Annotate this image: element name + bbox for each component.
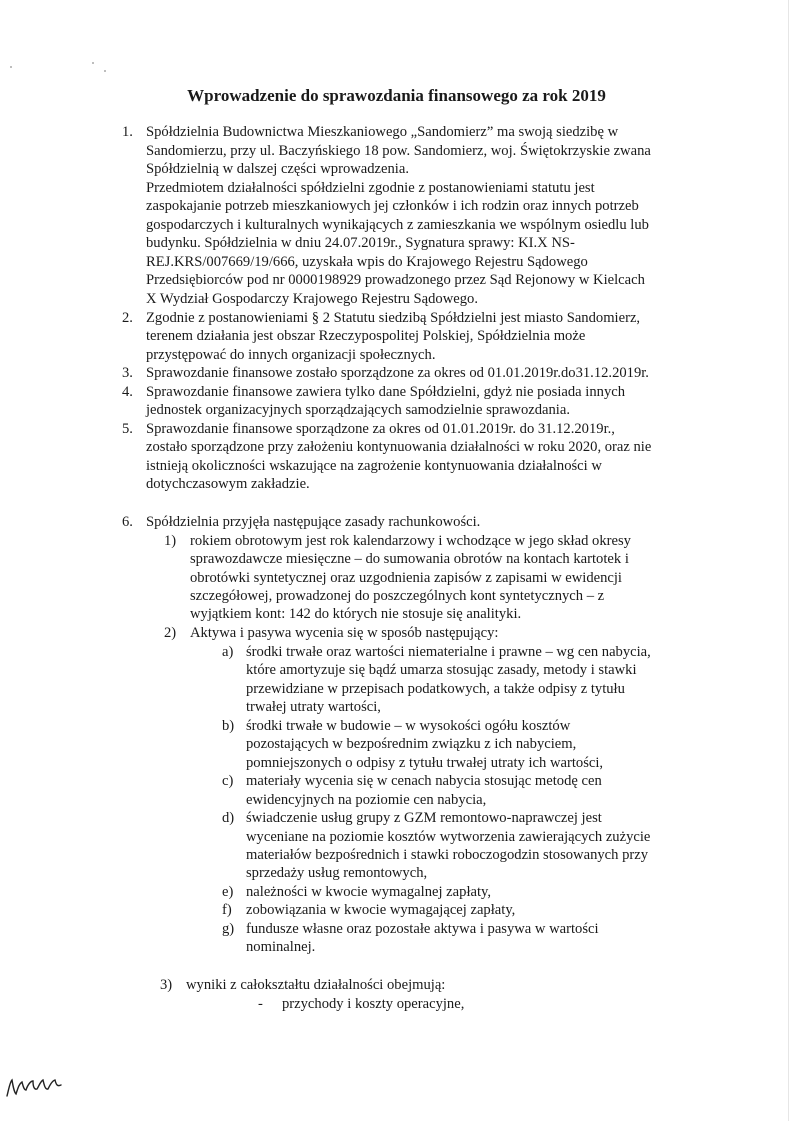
scan-speck: [92, 62, 94, 64]
subitem-1-line: wyjątkiem kont: 142 do których nie stosuje się analityki.: [190, 606, 522, 622]
point-d-line: wyceniane na poziomie kosztów wytworzenia zawierających zużycie: [246, 829, 651, 845]
item-4-number: 4.: [122, 384, 133, 400]
item-1-line: budynku. Spółdzielnia w dniu 24.07.2019r., Sygnatura sprawy: KI.X NS-: [146, 235, 575, 251]
point-e-line: należności w kwocie wymagalnej zapłaty,: [246, 884, 492, 900]
item-4-line: Sprawozdanie finansowe zawiera tylko dane Spółdzielni, gdyż nie posiada innych: [146, 384, 626, 400]
point-a-line: które amortyzuje się bądź umarza stosując zasady, metody i stawki: [246, 662, 637, 678]
subitem-1-line: sprawozdawcze miesięczne – do sumowania obrotów na kontach kartotek i: [190, 551, 629, 567]
point-b-line: pozostających w bezpośrednim związku z ich nabyciem,: [246, 736, 577, 752]
item-2-line: terenem działania jest obszar Rzeczypospolitej Polskiej, Spółdzielnia może: [146, 328, 586, 344]
item-1-line: Spółdzielnią w dalszej części wprowadzenia.: [146, 161, 409, 177]
item-2-number: 2.: [122, 310, 133, 326]
item-5-line: istnieją okoliczności wskazujące na zagrożenie kontynuowania działalności w: [146, 458, 602, 474]
item-3-number: 3.: [122, 365, 133, 381]
item-1-line: Przedmiotem działalności spółdzielni zgodnie z postanowieniami statutu jest: [146, 180, 595, 196]
item-4-line: jednostek organizacyjnych sporządzających samodzielnie sprawozdania.: [146, 402, 570, 418]
subitem-1-line: szczegółowej, prowadzonej do poszczególnych kont syntetycznych – z: [190, 588, 605, 604]
item-5-line: zostało sporządzone przy założeniu kontynuowania działalności w roku 2020, oraz nie: [146, 439, 652, 455]
scan-edge-line: [788, 0, 789, 1121]
item-1-number: 1.: [122, 124, 133, 140]
subitem-1-line: rokiem obrotowym jest rok kalendarzowy i wchodzące w jego skład okresy: [190, 533, 631, 549]
point-g-letter: g): [222, 921, 235, 937]
point-a-letter: a): [222, 644, 234, 660]
item-1-line: REJ.KRS/007669/19/666, uzyskała wpis do Krajowego Rejestru Sądowego: [146, 254, 588, 270]
subitem-3-line: wyniki z całokształtu działalności obejmują:: [186, 977, 446, 993]
point-e-letter: e): [222, 884, 234, 900]
item-5-number: 5.: [122, 421, 133, 437]
subitem-1-number: 1): [164, 533, 177, 549]
scan-speck: [104, 70, 106, 72]
point-f-letter: f): [222, 902, 232, 918]
item-2-line: Zgodnie z postanowieniami § 2 Statutu siedzibą Spółdzielni jest miasto Sandomierz,: [146, 310, 641, 326]
point-g-line: nominalnej.: [246, 939, 316, 955]
point-g-line: fundusze własne oraz pozostałe aktywa i pasywa w wartości: [246, 921, 599, 937]
point-a-line: trwałej utraty wartości,: [246, 699, 381, 715]
item-6-number: 6.: [122, 514, 133, 530]
bullet-dash: -: [258, 996, 263, 1012]
point-d-line: sprzedaży usług remontowych,: [246, 865, 428, 881]
subitem-2-number: 2): [164, 625, 177, 641]
point-b-line: pomniejszonych o odpisy z tytułu trwałej utraty ich wartości,: [246, 755, 604, 771]
point-b-line: środki trwałe w budowie – w wysokości ogółu kosztów: [246, 718, 571, 734]
item-1-line: gospodarczych i kulturalnych wynikających z zamieszkania we wspólnym osiedlu lub: [146, 217, 649, 233]
bullet-line: przychody i koszty operacyjne,: [282, 996, 465, 1012]
subitem-3-number: 3): [160, 977, 173, 993]
page-title: Wprowadzenie do sprawozdania finansowego za rok 2019: [187, 86, 606, 105]
point-c-line: ewidencyjnych na poziomie cen nabycia,: [246, 792, 487, 808]
point-c-line: materiały wycenia się w cenach nabycia stosując metodę cen: [246, 773, 602, 789]
subitem-1-line: obrotówki syntetycznej oraz uzgodnienia zapisów z zapisami w ewidencji: [190, 570, 622, 586]
item-5-line: dotychczasowym zakładzie.: [146, 476, 310, 492]
item-1-line: Przedsiębiorców pod nr 0000198929 prowadzonego przez Sąd Rejonowy w Kielcach: [146, 272, 645, 288]
item-2-line: przystępować do innych organizacji społecznych.: [146, 347, 436, 363]
point-a-line: przewidziane w przepisach podatkowych, a także odpisy z tytułu: [246, 681, 625, 697]
item-6-line: Spółdzielnia przyjęła następujące zasady rachunkowości.: [146, 514, 481, 530]
handwritten-initials-mark: [4, 1072, 64, 1100]
item-5-line: Sprawozdanie finansowe sporządzone za okres od 01.01.2019r. do 31.12.2019r.,: [146, 421, 615, 437]
point-f-line: zobowiązania w kwocie wymagającej zapłaty,: [246, 902, 516, 918]
point-a-line: środki trwałe oraz wartości niematerialne i prawne – wg cen nabycia,: [246, 644, 651, 660]
item-1-line: zaspokajanie potrzeb mieszkaniowych jej członków i ich rodzin oraz innych potrzeb: [146, 198, 639, 214]
subitem-2-line: Aktywa i pasywa wycenia się w sposób następujący:: [190, 625, 499, 641]
scan-speck: [10, 66, 12, 68]
item-1-line: X Wydział Gospodarczy Krajowego Rejestru Sądowego.: [146, 291, 478, 307]
item-1-line: Spółdzielnia Budownictwa Mieszkaniowego „Sandomierz” ma swoją siedzibę w: [146, 124, 619, 140]
item-1-line: Sandomierzu, przy ul. Baczyńskiego 18 pow. Sandomierz, woj. Świętokrzyskie zwana: [146, 143, 651, 159]
point-d-letter: d): [222, 810, 235, 826]
item-3-line: Sprawozdanie finansowe zostało sporządzone za okres od 01.01.2019r.do31.12.2019r.: [146, 365, 649, 381]
point-d-line: świadczenie usług grupy z GZM remontowo-naprawczej jest: [246, 810, 602, 826]
point-b-letter: b): [222, 718, 235, 734]
point-d-line: materiałów bezpośrednich i stawki roboczogodzin stosowanych przy: [246, 847, 649, 863]
point-c-letter: c): [222, 773, 234, 789]
